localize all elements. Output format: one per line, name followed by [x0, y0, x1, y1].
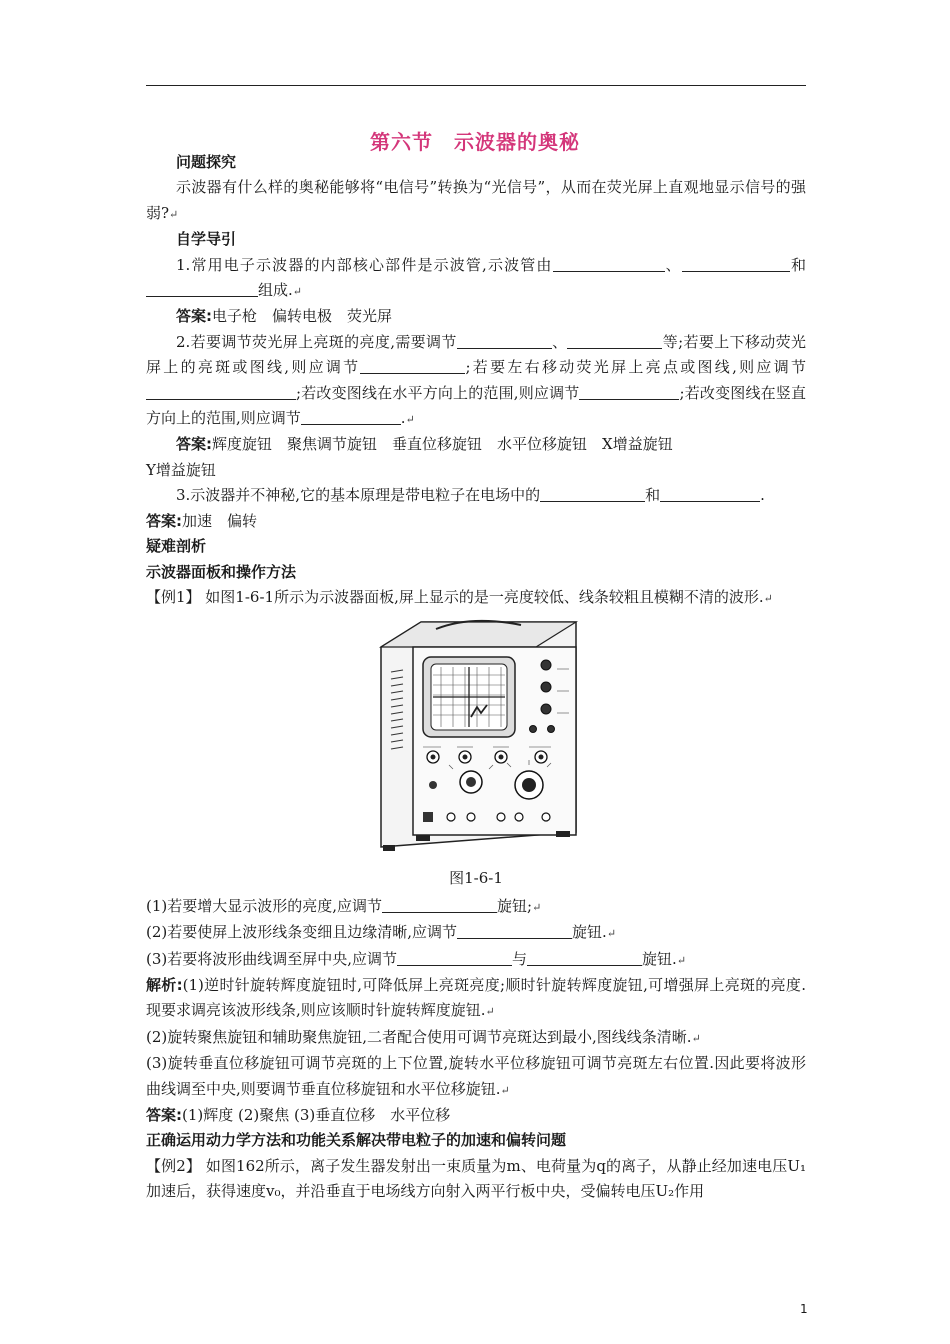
- oscilloscope-illustration: [361, 617, 591, 862]
- example-2: 【例2】 如图162所示，离子发生器发射出一束质量为m、电荷量为q的离子，从静止经加速电压U₁加速后，获得速度v₀，并沿垂直于电场线方向射入两平行板中央，受偏转电压U₂作用: [146, 1156, 806, 1201]
- example-1: 【例1】 如图1-6-1所示为示波器面板,屏上显示的是一亮度较低、线条较粗且模糊不清的波形.↵: [146, 587, 773, 606]
- question-2: 2.若要调节荧光屏上亮斑的亮度,需要调节 、 等;若要上下移动荧光屏上的亮斑或图线,则应调节 ;若要左右移动荧光屏上亮点或图线,则应调节;若改变图线在水平方向上的范围,则应调节 ;若改变图线在竖直方向上的范围,则应调节 .↵: [146, 332, 806, 428]
- example-1-answer: 答案:(1)辉度 (2)聚焦 (3)垂直位移 水平位移: [146, 1105, 451, 1124]
- analysis-1: 解析:(1)逆时针旋转辉度旋钮时,可降低屏上亮斑亮度;顺时针旋转辉度旋钮,可增强屏上亮斑的亮度.现要求调亮该波形线条,则应该顺时针旋转辉度旋钮.↵: [146, 975, 806, 1020]
- subheading-panel: 示波器面板和操作方法: [146, 562, 297, 581]
- answer-2: 答案:辉度旋钮 聚焦调节旋钮 垂直位移旋钮 水平位移旋钮 X增益旋钮 Y增益旋钮: [146, 435, 673, 479]
- analysis-2: (2)旋转聚焦旋钮和辅助聚焦旋钮,二者配合使用可调节亮斑达到最小,图线线条清晰.↵: [146, 1027, 701, 1046]
- question-3: 3.示波器并不神秘,它的基本原理是带电粒子在电场中的 和 .: [176, 486, 765, 505]
- subheading-dynamics: 正确运用动力学方法和功能关系解决带电粒子的加速和偏转问题: [146, 1131, 567, 1150]
- section-heading-problem: 问题探究: [176, 153, 237, 171]
- answer-1: 答案:电子枪 偏转电极 荧光屏: [176, 307, 393, 326]
- header-rule: [146, 85, 806, 86]
- problem-text: 示波器有什么样的奥秘能够将“电信号”转换为“光信号”，从而在荧光屏上直观地显示信号的强弱?↵: [146, 178, 806, 222]
- section-heading-analysis: 疑难剖析: [146, 537, 207, 556]
- section-heading-self-study: 自学导引: [176, 230, 237, 249]
- part-2: (2)若要使屏上波形线条变细且边缘清晰,应调节 旋钮.↵: [146, 923, 617, 942]
- page-content: [146, 150, 806, 1205]
- part-1: (1)若要增大显示波形的亮度,应调节 旋钮;↵: [146, 896, 542, 915]
- answer-3: 答案:加速 偏转: [146, 511, 258, 530]
- figure-caption: 图1-6-1: [449, 869, 503, 888]
- page-number: 1: [800, 1302, 808, 1316]
- analysis-3: (3)旋转垂直位移旋钮可调节亮斑的上下位置,旋转水平位移旋钮可调节亮斑左右位置.因此要将波形曲线调至中央,则要调节垂直位移旋钮和水平位移旋钮.↵: [146, 1054, 806, 1098]
- oscilloscope-figure: [146, 617, 806, 862]
- page-title: 第六节 示波器的奥秘: [370, 130, 580, 154]
- question-1: 1.常用电子示波器的内部核心部件是示波管,示波管由 、 和组成.↵: [146, 253, 806, 305]
- part-3: (3)若要将波形曲线调至屏中央,应调节 与 旋钮.↵: [146, 949, 687, 968]
